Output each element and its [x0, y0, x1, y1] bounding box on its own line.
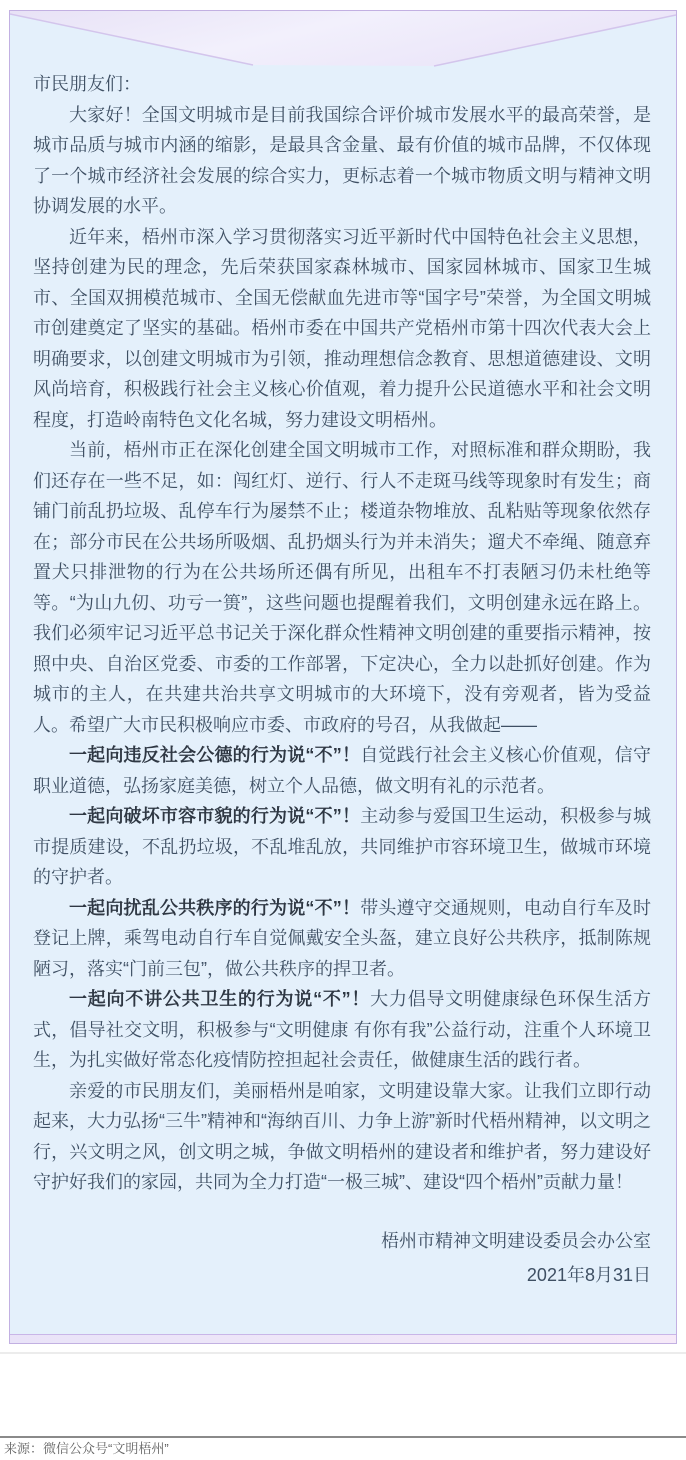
signature-block: [33, 1224, 651, 1292]
paragraph: [33, 740, 651, 801]
paragraph-lead: 一起向违反社会公德的行为说“不”！: [69, 745, 361, 765]
paragraph: [33, 1076, 651, 1198]
envelope-bottom-strip: [10, 1334, 676, 1343]
paragraph: [33, 984, 651, 1076]
paragraph-lead: 一起向扰乱公共秩序的行为说“不”！: [69, 897, 361, 918]
signature: 梧州市精神文明建设委员会办公室: [381, 1230, 651, 1251]
paragraph-lead: 一起向破坏市容市貌的行为说“不”！: [69, 806, 361, 826]
paragraph: [33, 801, 651, 893]
date: 2021年8月31日: [526, 1264, 651, 1285]
light-divider: [0, 1352, 686, 1354]
paragraph-text: 主动参与爱国卫生运动，积极参与城市提质建设，不乱扔垃圾，不乱堆乱放，共同维护市容环境卫生，做城市环境的守护者。: [33, 806, 651, 887]
source-credit: 来源：微信公众号“文明梧州”: [4, 1441, 169, 1456]
paragraph: [33, 222, 651, 436]
paragraph: [33, 893, 651, 985]
paragraph-text: 亲爱的市民朋友们，美丽梧州是咱家，文明建设靠大家。让我们立即行动起来，大力弘扬“三牛”精神和“海纳百川、力争上游”新时代梧州精神，以文明之行，兴文明之风，创文明之城，争做文明梧州的建设者和维护者，努力建设好守护好我们的家园，共同为全力打造“一极三城”、建设“四个梧州”贡献力量！: [33, 1080, 651, 1192]
salutation: 市民朋友们：: [33, 74, 141, 94]
paragraph-text: 当前，梧州市正在深化创建全国文明城市工作，对照标准和群众期盼，我们还存在一些不足，如：闯红灯、逆行、行人不走斑马线等现象时有发生；商铺门前乱扔垃圾、乱停车行为屡禁不止；楼道杂物堆放、乱粘贴等现象依然存在；部分市民在公共场所吸烟、乱扔烟头行为并未消失；遛犬不牵绳、随意弃置犬只排泄物的行为在公共场所还偶有所见，出租车不打表陋习仍未杜绝等等。“为山九仞、功亏一篑”，这些问题也提醒着我们，文明创建永远在路上。我们必须牢记习近平总书记关于深化群众性精神文明创建的重要指示精神，按照中央、自治区党委、市委的工作部署，下定决心，全力以赴抓好创建。作为城市的主人，在共建共治共享文明城市的大环境下，没有旁观者，皆为受益人。希望广大市民积极响应市委、市政府的号召，从我做起——: [33, 440, 651, 735]
paragraph-text: 带头遵守交通规则，电动自行车及时登记上牌，乘驾电动自行车自觉佩戴安全头盔，建立良好公共秩序，抵制陈规陋习，落实“门前三包”，做公共秩序的捍卫者。: [33, 897, 651, 979]
paragraph-lead: 一起向不讲公共卫生的行为说“不”！: [69, 989, 371, 1009]
paragraph: [33, 100, 651, 222]
letter-body: [10, 11, 676, 1292]
paragraph-text: 大家好！全国文明城市是目前我国综合评价城市发展水平的最高荣誉，是城市品质与城市内涵的缩影，是最具含金量、最有价值的城市品牌，不仅体现了一个城市经济社会发展的综合实力，更标志着一个城市物质文明与精神文明协调发展的水平。: [33, 104, 651, 216]
letter-card: [9, 10, 677, 1344]
paragraph-text: 近年来，梧州市深入学习贯彻落实习近平新时代中国特色社会主义思想，坚持创建为民的理念，先后荣获国家森林城市、国家园林城市、国家卫生城市、全国双拥模范城市、全国无偿献血先进市等“国字号”荣誉，为全国文明城市创建奠定了坚实的基础。梧州市委在中国共产党梧州市第十四次代表大会上明确要求，以创建文明城市为引领，推动理想信念教育、思想道德建设、文明风尚培育，积极践行社会主义核心价值观，着力提升公民道德水平和社会文明程度，打造岭南特色文化名城，努力建设文明梧州。: [33, 226, 651, 430]
paragraph-list: [33, 100, 651, 1198]
paragraph-text: 大力倡导文明健康绿色环保生活方式，倡导社交文明，积极参与“文明健康 有你有我”公益行动，注重个人环境卫生，为扎实做好常态化疫情防控担起社会责任，做健康生活的践行者。: [33, 989, 652, 1070]
dark-divider: [0, 1436, 686, 1438]
paragraph: [33, 435, 651, 740]
paragraph-text: 自觉践行社会主义核心价值观，信守职业道德，弘扬家庭美德，树立个人品德，做文明有礼的示范者。: [33, 745, 651, 796]
